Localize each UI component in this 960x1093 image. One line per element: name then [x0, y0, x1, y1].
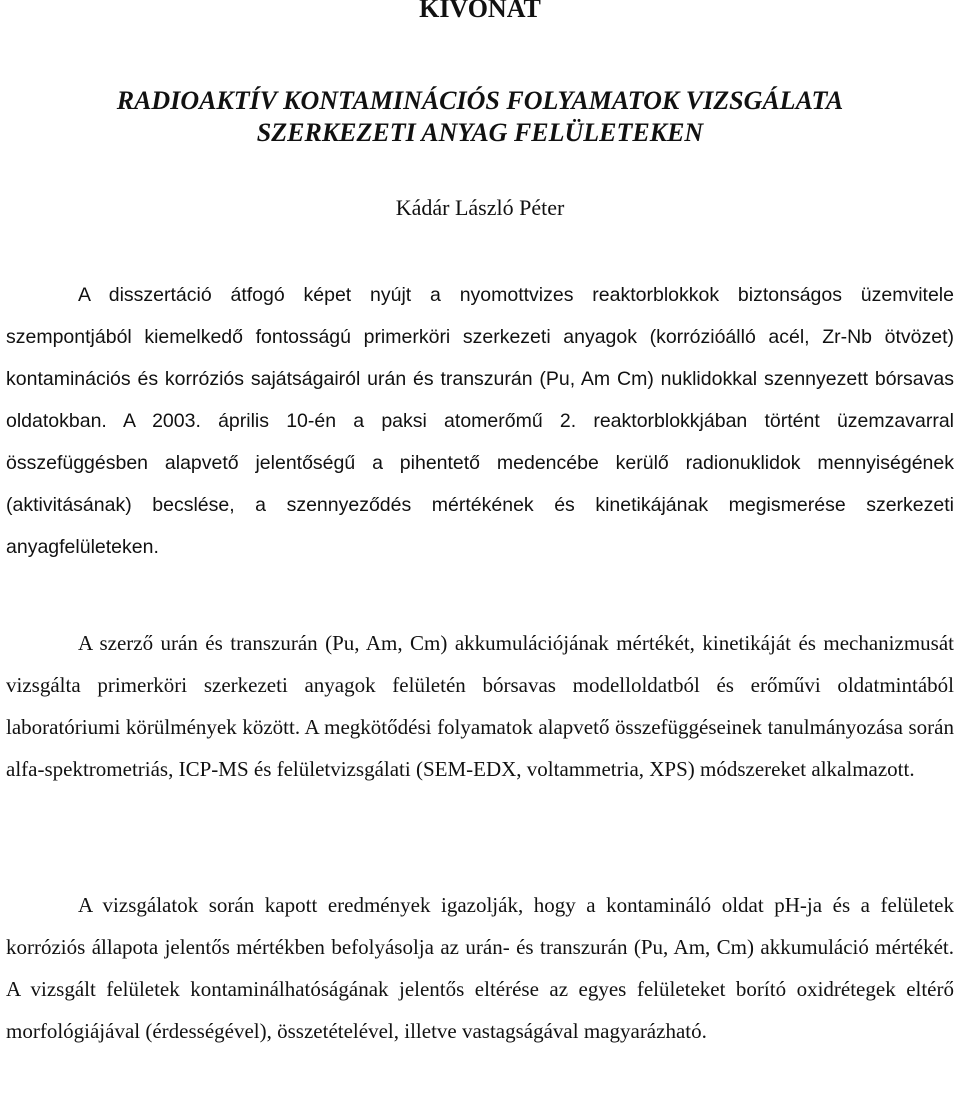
document-label: KIVONAT — [419, 0, 541, 23]
title-line-1: RADIOAKTÍV KONTAMINÁCIÓS FOLYAMATOK VIZSGÁLATA — [116, 86, 844, 115]
title-line-2: SZERKEZETI ANYAG FELÜLETEKEN — [256, 118, 704, 147]
abstract-paragraph-2: A szerző urán és transzurán (Pu, Am, Cm) akkumulációjának mértékét, kinetikáját és mechanizmusát vizsgálta primerköri szerkezeti anyagok felületén bórsavas modelloldatból és erőművi oldatmintából laboratóriumi körülmények között. A megkötődési folyamatok alapvető összefüggéseinek tanulmányozása során alfa-spektrometriás, ICP-MS és felületvizsgálati (SEM-EDX, voltammetria, XPS) módszereket alkalmazott. — [6, 631, 954, 781]
abstract-paragraph-1: A disszertáció átfogó képet nyújt a nyomottvizes reaktorblokkok biztonságos üzemvitele szempontjából kiemelkedő fontosságú primerköri szerkezeti anyagok (korrózióálló acél, Zr-Nb ötvözet) kontaminációs és korróziós sajátságairól urán és transzurán (Pu, Am Cm) nuklidokkal szennyezett bórsavas oldatokban. A 2003. április 10-én a paksi atomerőmű 2. reaktorblokkjában történt üzemzavarral összefüggésben alapvető jelentőségű a pihentető medencébe kerülő radionuklidok mennyiségének (aktivitásának) becslése, a szennyeződés mértékének és kinetikájának megismerése szerkezeti anyagfelületeken. — [6, 284, 954, 558]
abstract-paragraph-3: A vizsgálatok során kapott eredmények igazolják, hogy a kontamináló oldat pH-ja és a felületek korróziós állapota jelentős mértékben befolyásolja az urán- és transzurán (Pu, Am, Cm) akkumuláció mértékét. A vizsgált felületek kontaminálhatóságának jelentős eltérése az egyes felületeket borító oxidrétegek eltérő morfológiájával (érdességével), összetételével, illetve vastagságával magyarázható. — [6, 893, 954, 1043]
author-name: Kádár László Péter — [395, 195, 565, 220]
